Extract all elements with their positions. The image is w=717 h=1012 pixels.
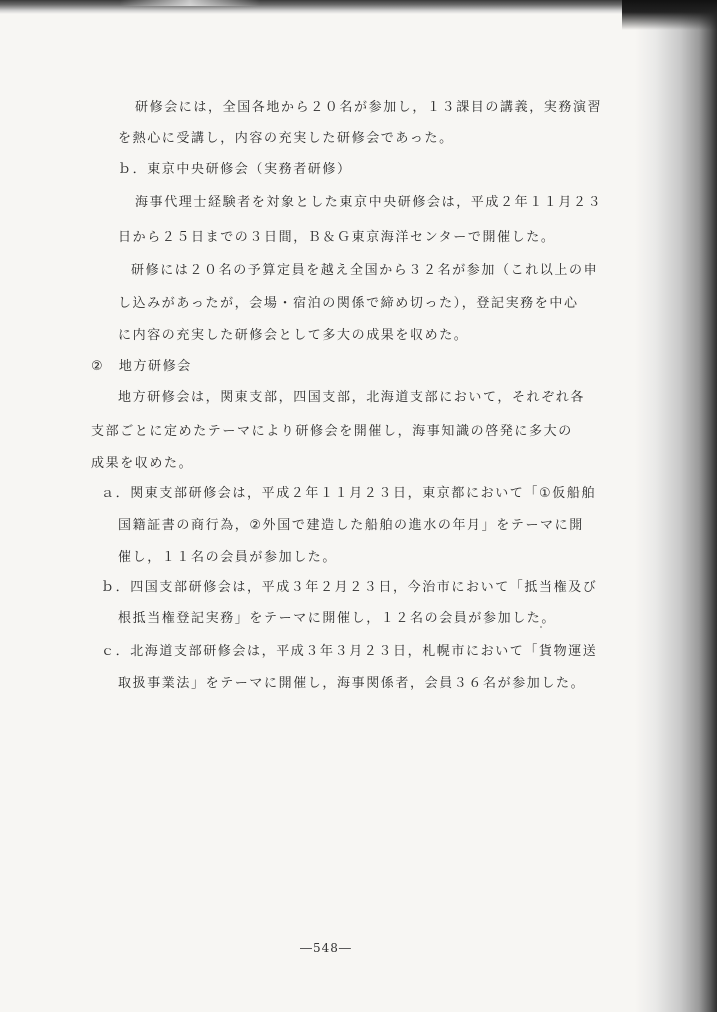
list-item: ａ．関東支部研修会は，平成２年１１月２３日，東京都において「①仮船舶 (101, 486, 597, 501)
body-line: 研修には２０名の予算定員を越え全国から３２名が参加（これ以上の申 (131, 263, 599, 278)
body-line: 成果を収めた。 (91, 456, 194, 471)
body-line: 国籍証書の商行為，②外国で建造した船舶の進水の年月」をテーマに開 (118, 518, 584, 533)
list-item: ｂ．四国支部研修会は，平成３年２月２３日，今治市において「抵当権及び (101, 580, 598, 595)
body-line: 研修会には，全国各地から２０名が参加し，１３課目の講義，実務演習 (135, 100, 603, 115)
section-heading: ｂ．東京中央研修会（実務者研修） (118, 162, 352, 177)
body-line: を熱心に受講し，内容の充実した研修会であった。 (118, 131, 454, 146)
body-line: 根抵当権登記実務」をテーマに開催し，１２名の会員が参加した。 (118, 611, 557, 626)
body-line: 地方研修会は，関東支部，四国支部，北海道支部において，それぞれ各 (118, 390, 585, 405)
body-line: 日から２５日までの３日間，Ｂ＆Ｇ東京海洋センターで開催した。 (118, 230, 556, 245)
body-line: 取扱事業法」をテーマに開催し，海事関係者，会員３６名が参加した。 (118, 676, 586, 691)
body-line: 催し，１１名の会員が参加した。 (118, 550, 338, 565)
body-line: し込みがあったが，会場・宿泊の関係で締め切った），登記実務を中心 (118, 296, 579, 311)
scan-speck (540, 626, 542, 628)
page-number: ―548― (300, 941, 352, 955)
body-line: 支部ごとに定めたテーマにより研修会を開催し，海事知識の啓発に多大の (91, 424, 573, 439)
section-heading: ② 地方研修会 (91, 359, 192, 374)
body-line: に内容の充実した研修会として多大の成果を収めた。 (118, 328, 469, 343)
list-item: ｃ．北海道支部研修会は，平成３年３月２３日，札幌市において「貨物運送 (101, 644, 598, 659)
body-line: 海事代理士経験者を対象とした東京中央研修会は，平成２年１１月２３ (135, 195, 603, 210)
